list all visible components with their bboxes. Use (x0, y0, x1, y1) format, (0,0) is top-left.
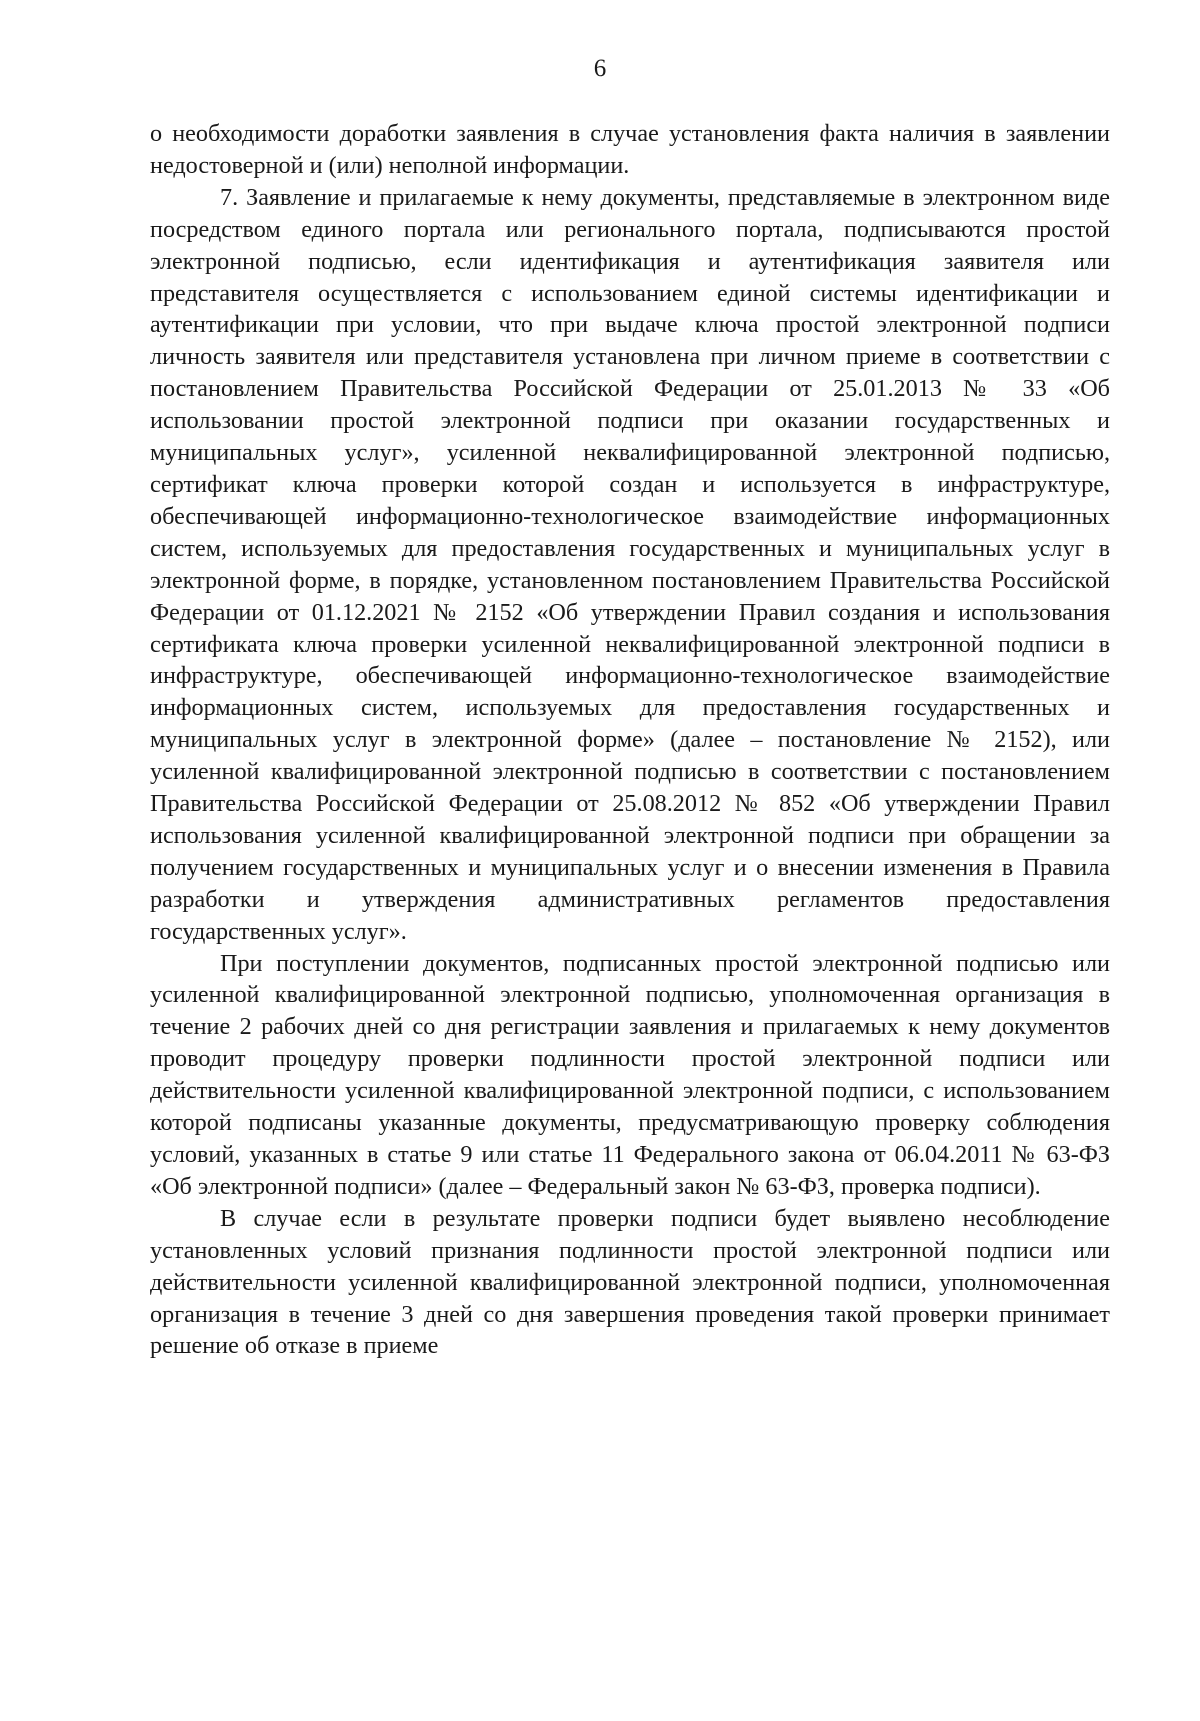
paragraph-continuation: о необходимости доработки заявления в случае установления факта наличия в заявлении недостоверной и (или) неполной информации. (150, 120, 1110, 179)
paragraph-check-failure: В случае если в результате проверки подписи будет выявлено несоблюдение установленных условий признания подлинности простой электронной подписи или действительности усиленной квалифицированной электронной подписи, уполномоченная организация в течение 3 дней со дня завершения проведения такой проверки принимает решение об отказе в приеме (150, 1204, 1110, 1360)
page-number: 6 (593, 55, 607, 82)
document-body (150, 118, 1110, 1362)
paragraph-signature-check: При поступлении документов, подписанных простой электронной подписью или усиленной квалифицированной электронной подписью, уполномоченная организация в течение 2 рабочих дней со дня регистрации заявления и прилагаемых к нему документов проводит процедуру проверки подлинности простой электронной подписи или действительности усиленной квалифицированной электронной подписи, с использованием которой подписаны указанные документы, предусматривающую проверку соблюдения условий, указанных в статье 9 или статье 11 Федерального закона от 06.04.2011 № 63-ФЗ «Об электронной подписи» (далее – Федеральный закон № 63-ФЗ, проверка подписи). (150, 949, 1110, 1200)
paragraph-item-7: 7. Заявление и прилагаемые к нему документы, представляемые в электронном виде посредством единого портала или регионального портала, подписываются простой электронной подписью, если идентификация и аутентификация заявителя или представителя осуществляется с использованием единой системы идентификации и аутентификации при условии, что при выдаче ключа простой электронной подписи личность заявителя или представителя установлена при личном приеме в соответствии с постановлением Правительства Российской Федерации от 25.01.2013 № 33 «Об использовании простой электронной подписи при оказании государственных и муниципальных услуг», усиленной неквалифицированной электронной подписью, сертификат ключа проверки которой создан и используется в инфраструктуре, обеспечивающей информационно-технологическое взаимодействие информационных систем, используемых для предоставления государственных и муниципальных услуг в электронной форме, в порядке, установленном постановлением Правительства Российской Федерации от 01.12.2021 № 2152 «Об утверждении Правил создания и использования сертификата ключа проверки усиленной неквалифицированной электронной подписи в инфраструктуре, обеспечивающей информационно-технологическое взаимодействие информационных систем, используемых для предоставления государственных и муниципальных услуг в электронной форме» (далее – постановление № 2152), или усиленной квалифицированной электронной подписью в соответствии с постановлением Правительства Российской Федерации от 25.08.2012 № 852 «Об утверждении Правил использования усиленной квалифицированной электронной подписи при обращении за получением государственных и муниципальных услуг и о внесении изменения в Правила разработки и утверждения административных регламентов предоставления государственных услуг». (150, 183, 1110, 945)
